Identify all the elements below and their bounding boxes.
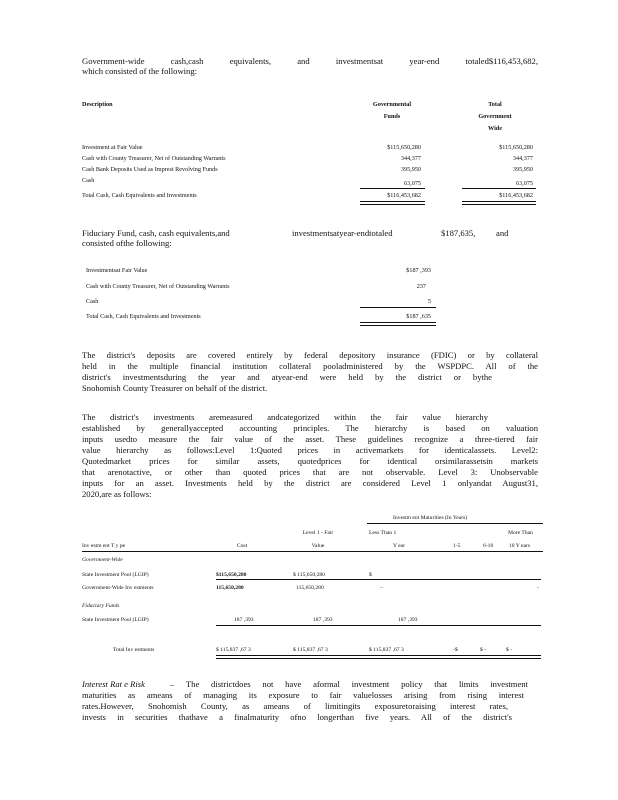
table-cell-total: 344,377 [512,155,533,162]
paragraph-line: invests in securities thathave a finalmaturity ofno longerthan five years. All of the district's [82,712,512,722]
subtotal-rule [360,188,425,189]
col-header-more-1: More Than [508,530,533,536]
table-cell-gov: 395,950 [400,166,421,173]
table-row-label: Government-Wide Inv estments [82,585,154,591]
table-row-label: Cash [86,298,99,305]
intro2-line-2: consisted ofthe following: [82,238,172,248]
table-cell-total: 63,075 [515,180,533,187]
total-double-rule [462,201,536,205]
col-header-description: Description [82,101,113,108]
col-header-6-10: 6-10 [483,543,494,549]
table-cell-total: 395,950 [512,166,533,173]
col-header-gov-funds-1: Governmental [372,101,412,108]
table-cell-less1: – [380,585,383,591]
table-cell-gov: $115,650,280 [387,144,421,151]
intro2-line-1b: investmentsatyear-endtotaled [292,228,393,238]
table-row-label: Investment at Fair Value [82,144,143,151]
table-row-label: State Investment Pool (LGIP) [82,572,149,578]
col-header-total-1: Total [488,101,502,108]
table-row-label: Cash Bank Deposits Used as Imprest Revolving Funds [82,166,218,173]
section-label-government-wide: Government-Wide [82,557,123,563]
table-cell-cost: 187 ,393 [234,617,254,623]
table-total-1-5: -$ [453,647,458,653]
col-header-level-2: Value [311,543,325,549]
paragraph-line: – The districtdoes not have aformal investment policy that limits investment [170,679,528,689]
table-total-label: Total Inv estments [113,647,155,653]
paragraph-line: established by generallyaccepted accounting principles. The hierarchy is based on valuation [82,423,538,433]
row-rule [216,625,541,626]
table-cell-value: $187 ,393 [406,267,431,274]
table-cell-fair: 187 ,393 [313,617,333,623]
paragraph-line: Quotedmarket prices for similar assets, quotedprices for identical orsimilarassetsin markets [82,456,538,466]
paragraph-line: The district's investments aremeasured andcategorized within the fair value hierarchy [82,412,488,422]
intro-line-2: which consisted of the following: [82,66,198,76]
table-cell-total: $115,650,280 [499,144,533,151]
row-rule [216,579,541,580]
paragraph-line: 2020,are as follows: [82,489,152,499]
header-rule [367,523,543,524]
table-cell-gov: 344,377 [400,155,421,162]
table-total-more10: $ - [506,647,513,653]
table-total-less1: $ 115,837 ,67 3 [369,647,404,653]
table-cell-value: 5 [427,298,431,305]
table-total-value: $187 ,635 [406,313,431,320]
paragraph-line: that arenotactive, or other than quoted prices that are not observable. Level 3: Unobservable [82,467,538,477]
table-cell-less1: $ [369,572,372,578]
paragraph-line: maturities as ameans of managing its exposure to fair valuelosses arising from rising interest [82,690,524,700]
table-total-label: Total Cash, Cash Equivalents and Investments [86,313,201,320]
table-total-6-10: $ - [480,647,487,653]
table-cell-less1: 187 ,393 [398,617,418,623]
col-header-cost: Cost [236,543,248,549]
table-cell-gov: 63,075 [403,180,421,187]
intro2-line-1d: and [496,228,509,238]
col-header-inv-type: Inv estm ent T y pe [82,543,126,549]
col-header-maturities: Investm ent Maturities (In Years) [393,515,468,521]
header-rule [82,551,543,552]
table-cell-more10: - [537,585,539,591]
total-double-rule [216,655,541,659]
table-row-label: Cash with County Treasurer, Net of Outstanding Warrants [86,283,230,290]
table-row-label: State Investment Pool (LGIP) [82,617,149,623]
total-double-rule [360,201,425,205]
table-total-gov: $116,453,682 [387,192,421,199]
table-row-label: Investmentsat Fair Value [86,267,148,274]
col-header-more-2: 10 Y ears [509,543,531,549]
table-total-total: $116,453,682 [499,192,533,199]
section-label-fiduciary-funds: Fiduciary Funds [82,603,120,609]
paragraph-line: Snohomish County Treasurer on behalf of the district. [82,383,268,393]
subtotal-rule [462,188,536,189]
total-double-rule [360,322,436,326]
col-header-level-1: Level 1 - Fair [302,530,334,536]
paragraph-line: rates.However, Snohomish County, as ameans of limitingits exposuretoraising interest rates, [82,701,508,711]
col-header-less-1: Less Than 1 [369,530,397,536]
table-row-label: Cash [82,177,95,184]
paragraph-line: inputs for an asset. Investments held by the district are considered Level 1 onlyandat August31, [82,478,538,488]
table-cell-fair: 115,650,280 [296,585,324,591]
paragraph-line: The district's deposits are covered entirely by federal depository insurance (FDIC) or by collateral [82,350,538,360]
interest-rate-risk-heading: Interest Rat e Risk [82,679,145,689]
paragraph-line: district's investmentsduring the year and atyear-end were held by the district or bythe [82,372,492,382]
table-cell-cost: 115,650,280 [216,585,244,591]
col-header-gov-funds-2: Funds [383,113,401,120]
col-header-1-5: 1-5 [453,543,461,549]
subtotal-rule [360,307,436,308]
intro2-line-1c: $187,635, [441,228,476,238]
table-total-label: Total Cash, Cash Equivalents and Investments [82,192,197,199]
table-row-label: Cash with County Treasurer, Net of Outstanding Warrants [82,155,226,162]
intro-line-1: Government-wide cash,cash equivalents, and investmentsat year-end totaled$116,453,682, [82,56,538,66]
paragraph-line: value hierarchy as follows:Level 1:Quoted prices in activemarkets for identicalassets. Level2: [82,445,538,455]
col-header-total-3: Wide [488,125,502,132]
paragraph-line: held in the multiple financial institution collateral pooladministered by the WSPDPC. All of the [82,361,538,371]
intro2-line-1a: Fiduciary Fund, cash, cash equivalents,and [82,228,230,238]
col-header-less-2: Y ear [393,543,406,549]
table-cell-value: 237 [416,283,426,290]
table-cell-cost: $115,650,280 [216,572,247,578]
paragraph-line: inputs usedto measure the fair value of the asset. These guidelines recognize a three-tiered fair [82,434,538,444]
table-cell-fair: $ 115,650,280 [293,572,325,578]
table-total-fair: $ 115,837 ,67 3 [293,647,328,653]
col-header-total-2: Government [478,113,512,120]
table-total-cost: $ 115,837 ,67 3 [216,647,251,653]
